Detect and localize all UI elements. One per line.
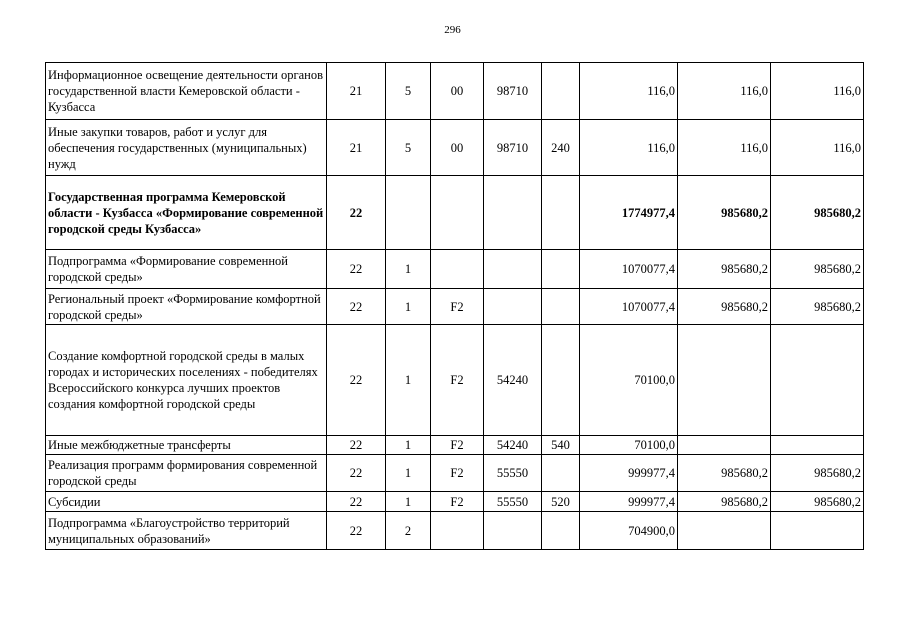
cell-subprogram: 2 [386, 512, 431, 550]
cell-amount-2: 985680,2 [678, 492, 771, 512]
cell-subprogram: 1 [386, 289, 431, 325]
cell-direction: 54240 [484, 436, 542, 455]
cell-subprogram: 1 [386, 436, 431, 455]
cell-amount-1: 70100,0 [580, 436, 678, 455]
cell-subprogram: 5 [386, 63, 431, 120]
item-name: Иные межбюджетные трансферты [46, 436, 327, 455]
table-row [46, 289, 864, 325]
cell-subprogram: 1 [386, 455, 431, 492]
cell-amount-2: 985680,2 [678, 176, 771, 250]
cell-amount-2 [678, 436, 771, 455]
table-row [46, 436, 864, 455]
cell-project: F2 [431, 289, 484, 325]
cell-project [431, 176, 484, 250]
cell-amount-1: 1070077,4 [580, 250, 678, 289]
table-row [46, 250, 864, 289]
table-row [46, 492, 864, 512]
cell-expense-type: 520 [542, 492, 580, 512]
cell-amount-2: 985680,2 [678, 250, 771, 289]
cell-program: 22 [327, 325, 386, 436]
item-name: Подпрограмма «Формирование современной городской среды» [46, 250, 327, 289]
cell-program: 22 [327, 176, 386, 250]
item-name: Реализация программ формирования современной городской среды [46, 455, 327, 492]
cell-program: 22 [327, 455, 386, 492]
cell-program: 22 [327, 512, 386, 550]
cell-subprogram [386, 176, 431, 250]
cell-direction: 55550 [484, 455, 542, 492]
cell-project: F2 [431, 436, 484, 455]
cell-amount-2 [678, 512, 771, 550]
cell-project [431, 250, 484, 289]
item-name: Подпрограмма «Благоустройство территорий муниципальных образований» [46, 512, 327, 550]
cell-expense-type [542, 455, 580, 492]
cell-amount-3: 116,0 [771, 63, 864, 120]
cell-project: F2 [431, 492, 484, 512]
cell-amount-1: 70100,0 [580, 325, 678, 436]
cell-project: F2 [431, 325, 484, 436]
cell-expense-type: 240 [542, 120, 580, 176]
item-name: Иные закупки товаров, работ и услуг для обеспечения государственных (муниципальных) нужд [46, 120, 327, 176]
cell-expense-type [542, 325, 580, 436]
cell-direction [484, 512, 542, 550]
cell-program: 21 [327, 120, 386, 176]
cell-expense-type [542, 176, 580, 250]
cell-project: 00 [431, 120, 484, 176]
cell-amount-1: 1774977,4 [580, 176, 678, 250]
cell-amount-1: 116,0 [580, 120, 678, 176]
item-name: Региональный проект «Формирование комфортной городской среды» [46, 289, 327, 325]
table-row [46, 325, 864, 436]
cell-amount-2: 116,0 [678, 120, 771, 176]
cell-amount-3: 985680,2 [771, 492, 864, 512]
cell-amount-1: 1070077,4 [580, 289, 678, 325]
cell-expense-type [542, 289, 580, 325]
table-row [46, 176, 864, 250]
cell-direction [484, 289, 542, 325]
cell-direction: 98710 [484, 120, 542, 176]
cell-subprogram: 1 [386, 492, 431, 512]
cell-program: 22 [327, 289, 386, 325]
cell-direction [484, 176, 542, 250]
table-row [46, 63, 864, 120]
table-row [46, 455, 864, 492]
cell-amount-2: 985680,2 [678, 455, 771, 492]
cell-direction: 54240 [484, 325, 542, 436]
cell-program: 22 [327, 250, 386, 289]
cell-amount-2: 116,0 [678, 63, 771, 120]
budget-table [45, 62, 864, 550]
cell-project: 00 [431, 63, 484, 120]
cell-direction [484, 250, 542, 289]
table-row [46, 512, 864, 550]
page-number: 296 [444, 24, 461, 36]
cell-expense-type [542, 250, 580, 289]
item-name: Субсидии [46, 492, 327, 512]
table-row [46, 120, 864, 176]
cell-amount-3: 985680,2 [771, 250, 864, 289]
cell-amount-3: 985680,2 [771, 289, 864, 325]
cell-amount-3: 985680,2 [771, 176, 864, 250]
cell-amount-2 [678, 325, 771, 436]
cell-direction: 98710 [484, 63, 542, 120]
cell-program: 22 [327, 436, 386, 455]
item-name: Создание комфортной городской среды в малых городах и исторических поселениях - победителях Всероссийского конкурса лучших проектов создания комфортной городской среды [46, 325, 327, 436]
cell-expense-type [542, 512, 580, 550]
cell-amount-3 [771, 325, 864, 436]
cell-amount-3 [771, 436, 864, 455]
cell-expense-type: 540 [542, 436, 580, 455]
cell-project [431, 512, 484, 550]
cell-program: 22 [327, 492, 386, 512]
cell-subprogram: 1 [386, 250, 431, 289]
cell-amount-1: 999977,4 [580, 492, 678, 512]
item-name: Государственная программа Кемеровской области - Кузбасса «Формирование современной городской среды Кузбасса» [46, 176, 327, 250]
cell-program: 21 [327, 63, 386, 120]
cell-subprogram: 1 [386, 325, 431, 436]
cell-expense-type [542, 63, 580, 120]
cell-amount-1: 999977,4 [580, 455, 678, 492]
cell-direction: 55550 [484, 492, 542, 512]
cell-amount-1: 704900,0 [580, 512, 678, 550]
cell-project: F2 [431, 455, 484, 492]
cell-amount-3: 985680,2 [771, 455, 864, 492]
cell-amount-2: 985680,2 [678, 289, 771, 325]
cell-amount-3 [771, 512, 864, 550]
cell-amount-1: 116,0 [580, 63, 678, 120]
cell-subprogram: 5 [386, 120, 431, 176]
cell-amount-3: 116,0 [771, 120, 864, 176]
item-name: Информационное освещение деятельности органов государственной власти Кемеровской области - Кузбасса [46, 63, 327, 120]
